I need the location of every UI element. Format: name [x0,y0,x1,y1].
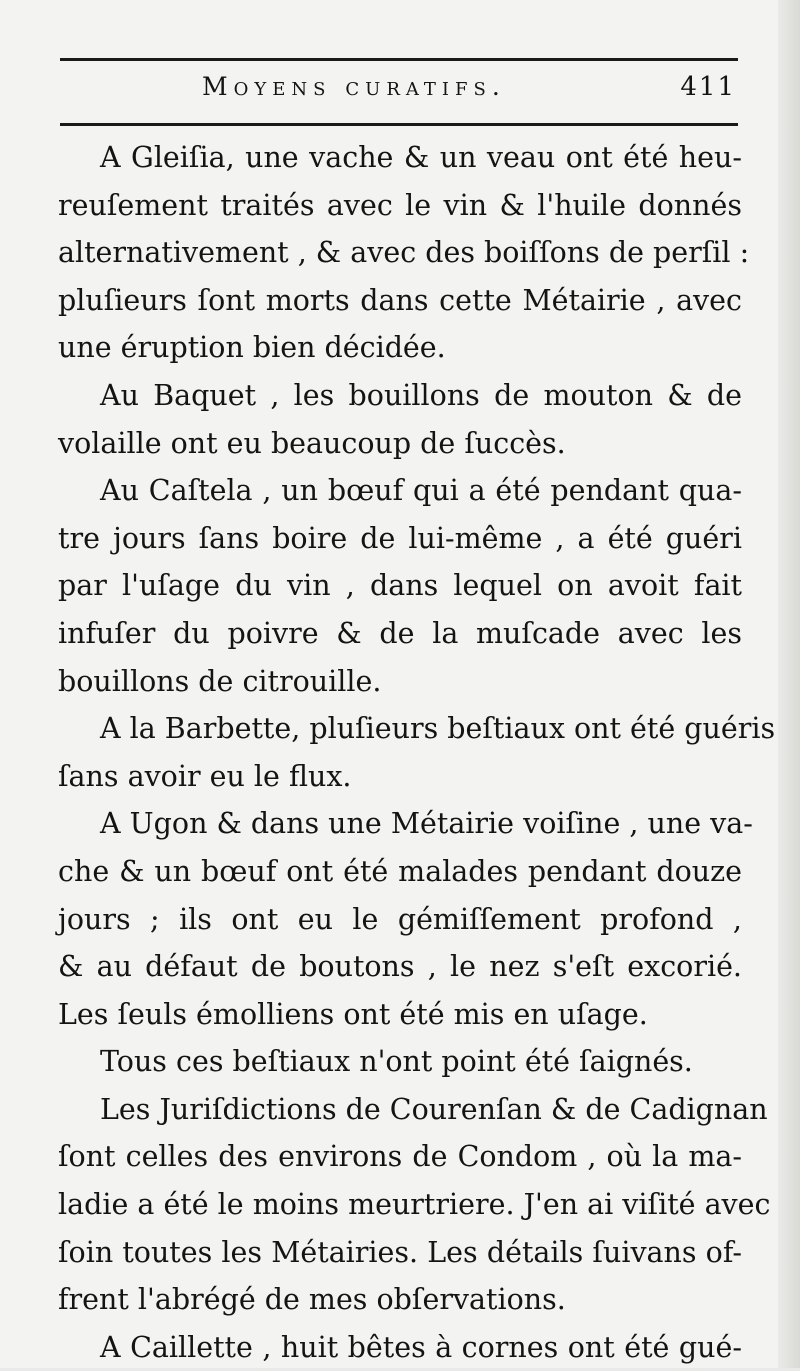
text-line: & au défaut de boutons , le nez s'eſt excorié. [58,950,742,984]
text-line: alternativement , & avec des boiſſons de perſil : [58,236,750,270]
text-line: A Ugon & dans une Métairie voiſine , une va- [100,807,753,841]
running-head-title: Moyens curatifs. [202,72,506,101]
text-line: ladie a été le moins meurtriere. J'en ai viſité avec [58,1188,771,1222]
text-line: Les ſeuls émolliens ont été mis en uſage. [58,997,648,1031]
text-line: Les Juriſdictions de Courenſan & de Cadignan [100,1092,768,1126]
text-line: pluſieurs ſont morts dans cette Métairie , avec [58,283,742,317]
text-line: ſont celles des environs de Condom , où la ma- [58,1140,742,1174]
running-head [60,68,738,114]
text-line: tre jours ſans boire de lui-même , a été guéri [58,521,742,555]
text-line: infuſer du poivre & de la muſcade avec les [58,616,742,650]
page-edge-shadow [778,0,800,1368]
text-line: Tous ces beſtiaux n'ont point été ſaignés. [100,1045,693,1079]
text-body [58,134,776,1371]
text-line: frent l'abrégé de mes obſervations. [58,1283,566,1317]
text-line: A Gleiſia, une vache & un veau ont été heu- [100,141,742,174]
page-number: 411 [680,72,736,102]
text-line: par l'uſage du vin , dans lequel on avoit fait [58,569,742,603]
text-line: bouillons de citrouille. [58,664,382,698]
text-line: une éruption bien décidée. [58,331,446,365]
text-line: A la Barbette, pluſieurs beſtiaux ont été guéris [100,712,776,746]
text-line: Au Baquet , les bouillons de mouton & de [100,378,742,412]
text-line: che & un bœuf ont été malades pendant douze [58,854,742,888]
header-rule-top [60,58,738,61]
text-line: A Caillette , huit bêtes à cornes ont été gué- [100,1330,742,1364]
text-line: jours ; ils ont eu le gémiſſement profond , [58,902,742,936]
text-line: reuſement traités avec le vin & l'huile donnés [58,188,742,222]
header-rule-bottom [60,123,738,126]
text-line: ſans avoir eu le flux. [58,759,352,793]
text-line: volaille ont eu beaucoup de ſuccès. [58,426,566,460]
text-line: ſoin toutes les Métairies. Les détails ſuivans of- [58,1235,742,1269]
text-line: Au Caſtela , un bœuf qui a été pendant qua- [100,474,742,508]
